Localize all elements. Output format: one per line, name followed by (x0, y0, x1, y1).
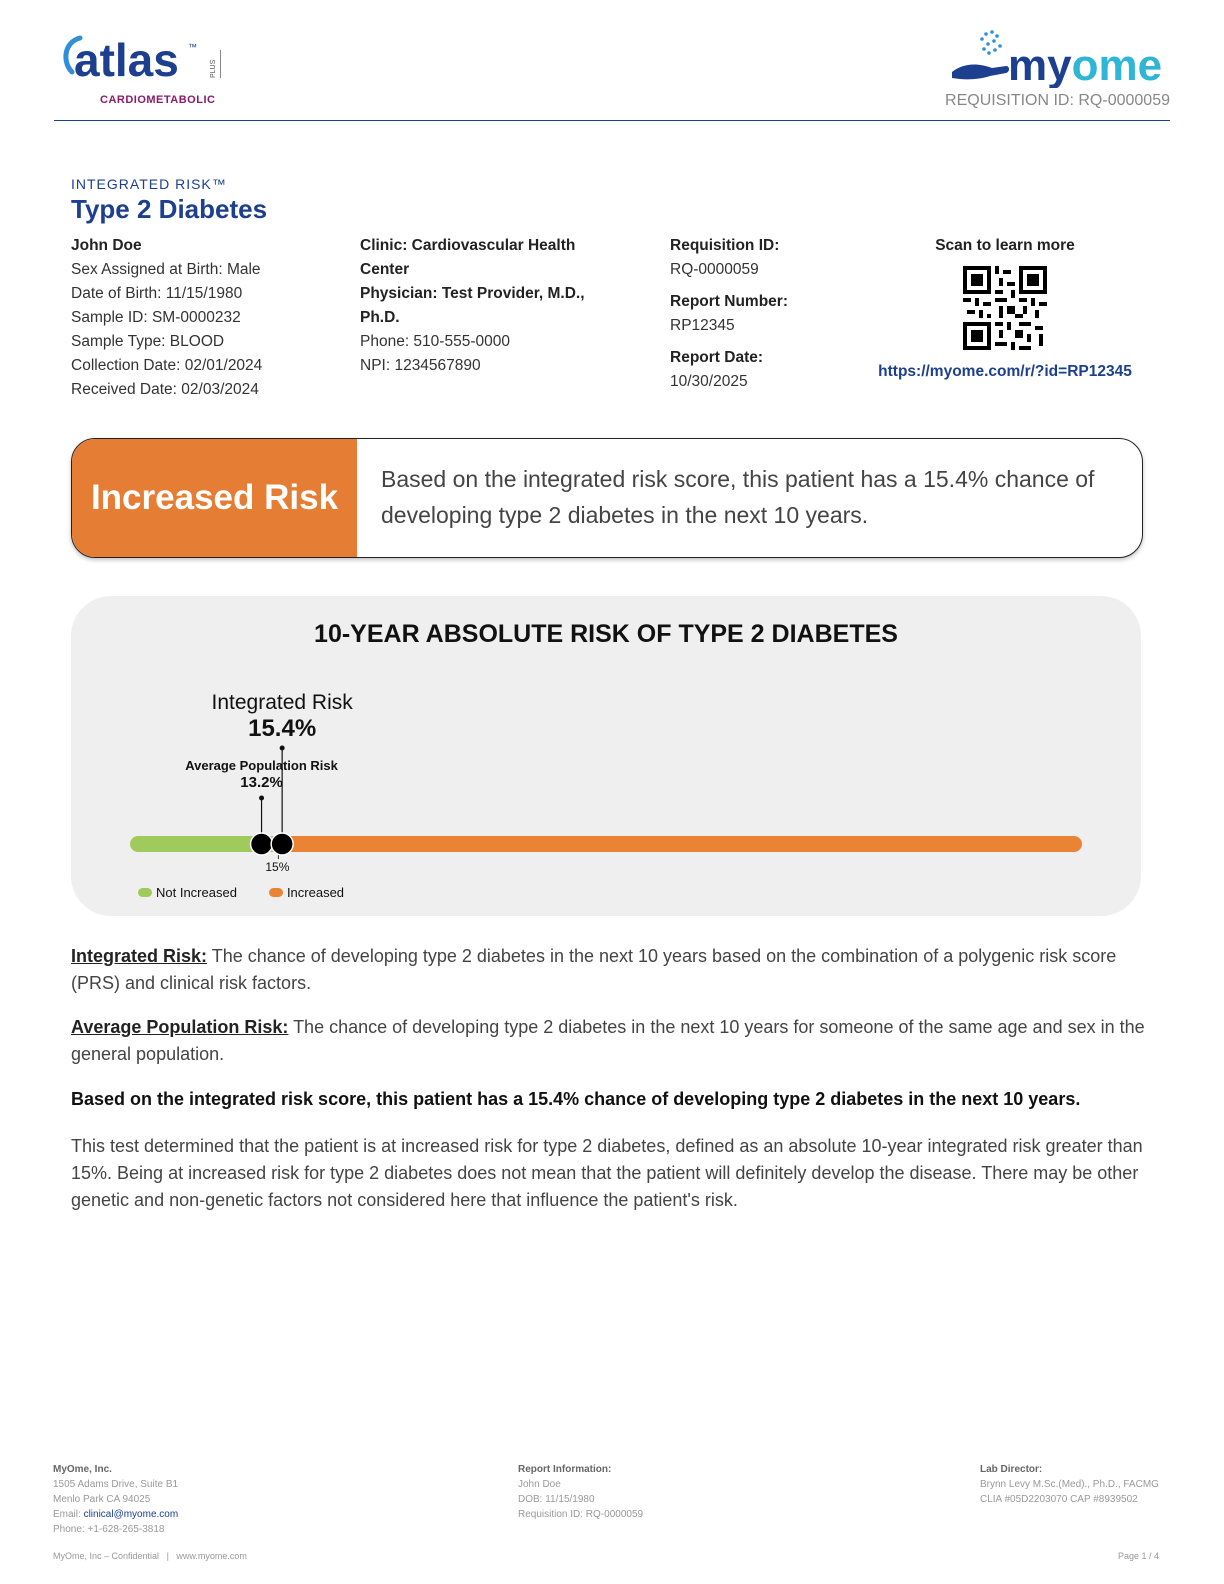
risk-banner-text: Based on the integrated risk score, this patient has a 15.4% chance of developing type 2 diabetes in the next 10 years. (381, 466, 1095, 528)
integrated-risk-definition (71, 943, 1146, 997)
report-number-label: Report Number: (670, 293, 788, 310)
clinic-npi: NPI: 1234567890 (360, 357, 481, 374)
footer-separator: | (166, 1551, 169, 1561)
footer-report-info (518, 1462, 643, 1522)
footer-company-name: MyOme, Inc. (53, 1464, 112, 1475)
patient-received-date: Received Date: 02/03/2024 (71, 381, 259, 398)
legend-increased (269, 885, 344, 900)
risk-summary: Based on the integrated risk score, this patient has a 15.4% chance of developing type 2 diabetes in the next 10 years. (71, 1089, 1081, 1109)
legend-dot-increased (269, 888, 283, 897)
patient-sample-id: Sample ID: SM-0000232 (71, 309, 241, 326)
patient-dob: Date of Birth: 11/15/1980 (71, 285, 243, 302)
atlas-logo-mark (60, 32, 200, 84)
myome-wordmark: myome (1008, 41, 1163, 88)
footer-bottom-bar (53, 1551, 1159, 1561)
clinic-name: Clinic: Cardiovascular Health Center (360, 237, 576, 278)
footer-website-link[interactable]: www.myome.com (176, 1551, 247, 1561)
footer-email-link[interactable]: clinical@myome.com (83, 1509, 179, 1520)
footer-lab-director-name: Brynn Levy M.Sc.(Med)., Ph.D., FACMG (980, 1479, 1159, 1490)
population-marker-name: Average Population Risk (185, 758, 338, 773)
report-date-value: 10/30/2025 (670, 373, 748, 390)
footer-address1: 1505 Adams Drive, Suite B1 (53, 1479, 179, 1490)
integrated-marker-tip (280, 746, 285, 751)
footer-page-number: Page 1 / 4 (1117, 1551, 1159, 1561)
report-title: Type 2 Diabetes (71, 194, 268, 224)
footer-confidential: MyOme, Inc – Confidential (53, 1551, 160, 1561)
clinic-phone: Phone: 510-555-0000 (360, 333, 510, 350)
chart-title: 10-YEAR ABSOLUTE RISK OF TYPE 2 DIABETES (314, 620, 898, 648)
population-marker-value: 13.2% (240, 774, 283, 791)
plus-tag: PLUS (210, 50, 221, 78)
report-header (54, 28, 1170, 121)
legend-label-increased: Increased (286, 885, 345, 900)
risk-explanation: This test determined that the patient is at increased risk for type 2 diabetes, defined as an absolute 10-year integrated risk greater than 15%. Being at increased risk for type 2 diabetes does not mean that the patient will definitely develop the disease. There may be other genetic and non-genetic factors not considered here that influence the patient's risk. (71, 1136, 1143, 1210)
dna-dots-icon (980, 30, 1002, 55)
patient-info (71, 234, 331, 402)
scan-label: Scan to learn more (935, 237, 1075, 254)
requisition-info (670, 234, 870, 394)
integrated-risk-text: The chance of developing type 2 diabetes in the next 10 years based on the combination of a polygenic risk score (PRS) and clinical risk factors. (71, 946, 1117, 993)
footer-address2: Menlo Park CA 94025 (53, 1494, 151, 1505)
atlas-trademark: ™ (188, 42, 197, 52)
patient-collection-date: Collection Date: 02/01/2024 (71, 357, 263, 374)
integrated-marker-value: 15.4% (248, 715, 317, 742)
population-risk-text: The chance of developing type 2 diabetes in the next 10 years for someone of the same age and sex in the general population. (71, 1017, 1145, 1064)
footer-lab-director-label: Lab Director: (980, 1464, 1043, 1475)
footer-lab-director-clia: CLIA #05D2203070 CAP #8939502 (980, 1494, 1138, 1505)
footer-company (53, 1462, 178, 1537)
patient-sex: Sex Assigned at Birth: Male (71, 261, 261, 278)
footer-report-info-name: John Doe (518, 1479, 561, 1490)
legend-dot-not-increased (138, 888, 152, 897)
legend-not-increased (138, 885, 237, 900)
header-requisition-id: REQUISITION ID: RQ-0000059 (945, 92, 1170, 109)
footer-phone: Phone: +1-628-265-3818 (53, 1524, 165, 1535)
scan-link[interactable]: https://myome.com/r/?id=RP12345 (878, 363, 1132, 380)
qr-code-icon[interactable] (963, 266, 1047, 350)
population-marker-dot (251, 833, 273, 855)
chart-legend (138, 885, 344, 900)
hand-icon (952, 65, 1009, 80)
integrated-marker-dot (271, 833, 293, 855)
footer-email-line (53, 1507, 178, 1522)
risk-chart-panel (71, 596, 1141, 916)
atlas-logo (60, 32, 230, 110)
footer-report-info-label: Report Information: (518, 1464, 612, 1475)
population-marker-tip (259, 796, 264, 801)
population-risk-term: Average Population Risk: (71, 1017, 289, 1037)
risk-banner (71, 438, 1143, 558)
myome-logo (950, 28, 1170, 88)
requisition-value: RQ-0000059 (670, 261, 759, 278)
legend-label-not-increased: Not Increased (156, 885, 237, 900)
threshold-label: 15% (265, 860, 290, 874)
report-eyebrow: INTEGRATED RISK™ (71, 176, 227, 192)
clinic-info (360, 234, 620, 378)
atlas-subtitle: CARDIOMETABOLIC (100, 94, 216, 106)
footer-lab-director (980, 1462, 1159, 1507)
physician-name: Physician: Test Provider, M.D., Ph.D. (360, 285, 585, 326)
integrated-marker-name: Integrated Risk (211, 691, 353, 714)
footer-report-info-req: Requisition ID: RQ-0000059 (518, 1509, 644, 1520)
risk-chart (71, 596, 1141, 916)
report-title-block (71, 176, 267, 225)
risk-banner-label-box (72, 439, 357, 557)
footer-report-info-dob: DOB: 11/15/1980 (518, 1494, 595, 1505)
report-number-value: RP12345 (670, 317, 735, 334)
report-date-label: Report Date: (670, 349, 764, 366)
population-risk-definition (71, 1014, 1146, 1068)
risk-banner-label: Increased Risk (90, 478, 339, 517)
integrated-risk-term: Integrated Risk: (71, 946, 208, 966)
requisition-label: Requisition ID: (670, 237, 780, 254)
patient-name: John Doe (71, 237, 142, 254)
scan-info (860, 234, 1150, 384)
atlas-wordmark: atlas (74, 34, 179, 84)
footer-email-label: Email: (53, 1509, 84, 1520)
patient-sample-type: Sample Type: BLOOD (71, 333, 225, 350)
